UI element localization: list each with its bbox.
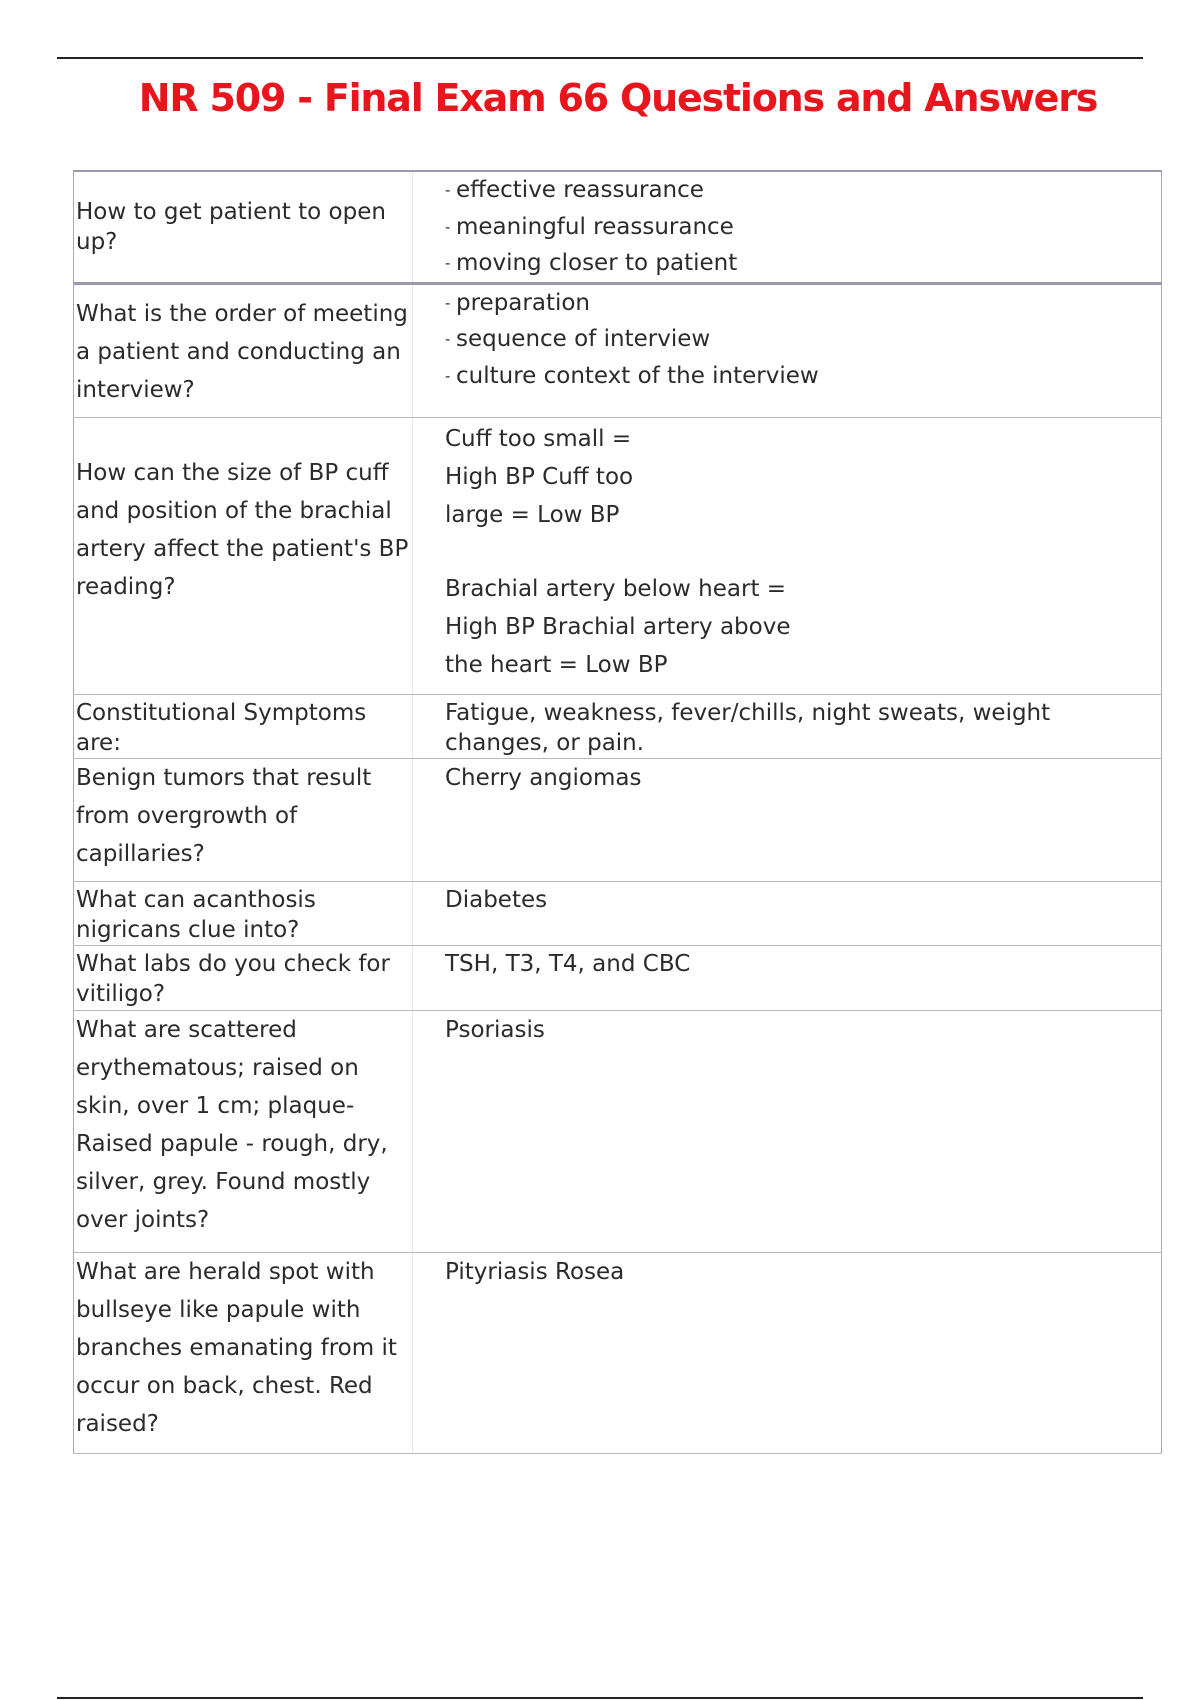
question-cell bbox=[74, 283, 413, 417]
question-cell bbox=[74, 758, 413, 881]
list-item: - sequence of interview bbox=[445, 326, 711, 352]
answer-text: Fatigue, weakness, fever/chills, night sweats, weight changes, or pain. bbox=[445, 699, 1051, 756]
table-row bbox=[74, 171, 1162, 283]
table-row bbox=[74, 1252, 1162, 1453]
answer-line: Brachial artery below heart = bbox=[445, 575, 787, 602]
question-cell bbox=[74, 881, 413, 945]
answer-text: Pityriasis Rosea bbox=[445, 1258, 625, 1285]
list-item: - meaningful reassurance bbox=[445, 213, 734, 240]
answer-cell bbox=[413, 283, 1162, 417]
bottom-rule bbox=[57, 1697, 1143, 1699]
question-cell bbox=[74, 945, 413, 1010]
question-text: What are scattered erythematous; raised on skin, over 1 cm; plaque- Raised papule - rough, dry, silver, grey. Found mostly over joints? bbox=[76, 1016, 388, 1233]
answer-line: the heart = Low BP bbox=[445, 651, 668, 678]
table-row bbox=[74, 881, 1162, 945]
answer-cell bbox=[413, 1252, 1162, 1453]
question-text: Benign tumors that result from overgrowth of capillaries? bbox=[76, 764, 372, 867]
question-cell bbox=[74, 1010, 413, 1252]
question-cell bbox=[74, 417, 413, 694]
answer-line: High BP Brachial artery above bbox=[445, 613, 791, 640]
answer-text: Cherry angiomas bbox=[445, 764, 642, 791]
answer-cell bbox=[413, 1010, 1162, 1252]
list-item: - effective reassurance bbox=[445, 177, 704, 203]
answer-cell bbox=[413, 945, 1162, 1010]
answer-cell bbox=[413, 694, 1162, 758]
answer-line: High BP Cuff too bbox=[445, 463, 634, 490]
question-text: What labs do you check for vitiligo? bbox=[76, 950, 390, 1007]
question-cell bbox=[74, 171, 413, 283]
list-item: - preparation bbox=[445, 289, 591, 316]
table-row bbox=[74, 417, 1162, 694]
question-text: Constitutional Symptoms are: bbox=[76, 699, 367, 756]
question-text: What are herald spot with bullseye like papule with branches emanating from it occur on back, chest. Red raised? bbox=[76, 1258, 397, 1437]
qa-table bbox=[73, 170, 1162, 1454]
answer-cell bbox=[413, 881, 1162, 945]
table-row bbox=[74, 283, 1162, 417]
answer-cell bbox=[413, 758, 1162, 881]
table-row bbox=[74, 945, 1162, 1010]
answer-cell bbox=[413, 417, 1162, 694]
question-text: How to get patient to open up? bbox=[76, 198, 386, 255]
answer-text: Diabetes bbox=[445, 886, 548, 913]
question-text: How can the size of BP cuff and position of the brachial artery affect the patient's BP reading? bbox=[76, 459, 409, 600]
list-item: - moving closer to patient bbox=[445, 250, 738, 276]
answer-cell bbox=[413, 171, 1162, 283]
table-row bbox=[74, 694, 1162, 758]
question-text: What is the order of meeting a patient and conducting an interview? bbox=[76, 300, 408, 403]
answer-text: Psoriasis bbox=[445, 1016, 545, 1043]
answer-line: large = Low BP bbox=[445, 501, 620, 528]
question-text: What can acanthosis nigricans clue into? bbox=[76, 886, 316, 943]
table-row bbox=[74, 1010, 1162, 1252]
question-cell bbox=[74, 694, 413, 758]
document-title: NR 509 - Final Exam 66 Questions and Answers bbox=[138, 76, 1098, 120]
answer-line: Cuff too small = bbox=[445, 425, 632, 452]
top-rule bbox=[57, 57, 1143, 59]
question-cell bbox=[74, 1252, 413, 1453]
answer-text: TSH, T3, T4, and CBC bbox=[445, 950, 691, 977]
table-row bbox=[74, 758, 1162, 881]
list-item: - culture context of the interview bbox=[445, 362, 819, 389]
